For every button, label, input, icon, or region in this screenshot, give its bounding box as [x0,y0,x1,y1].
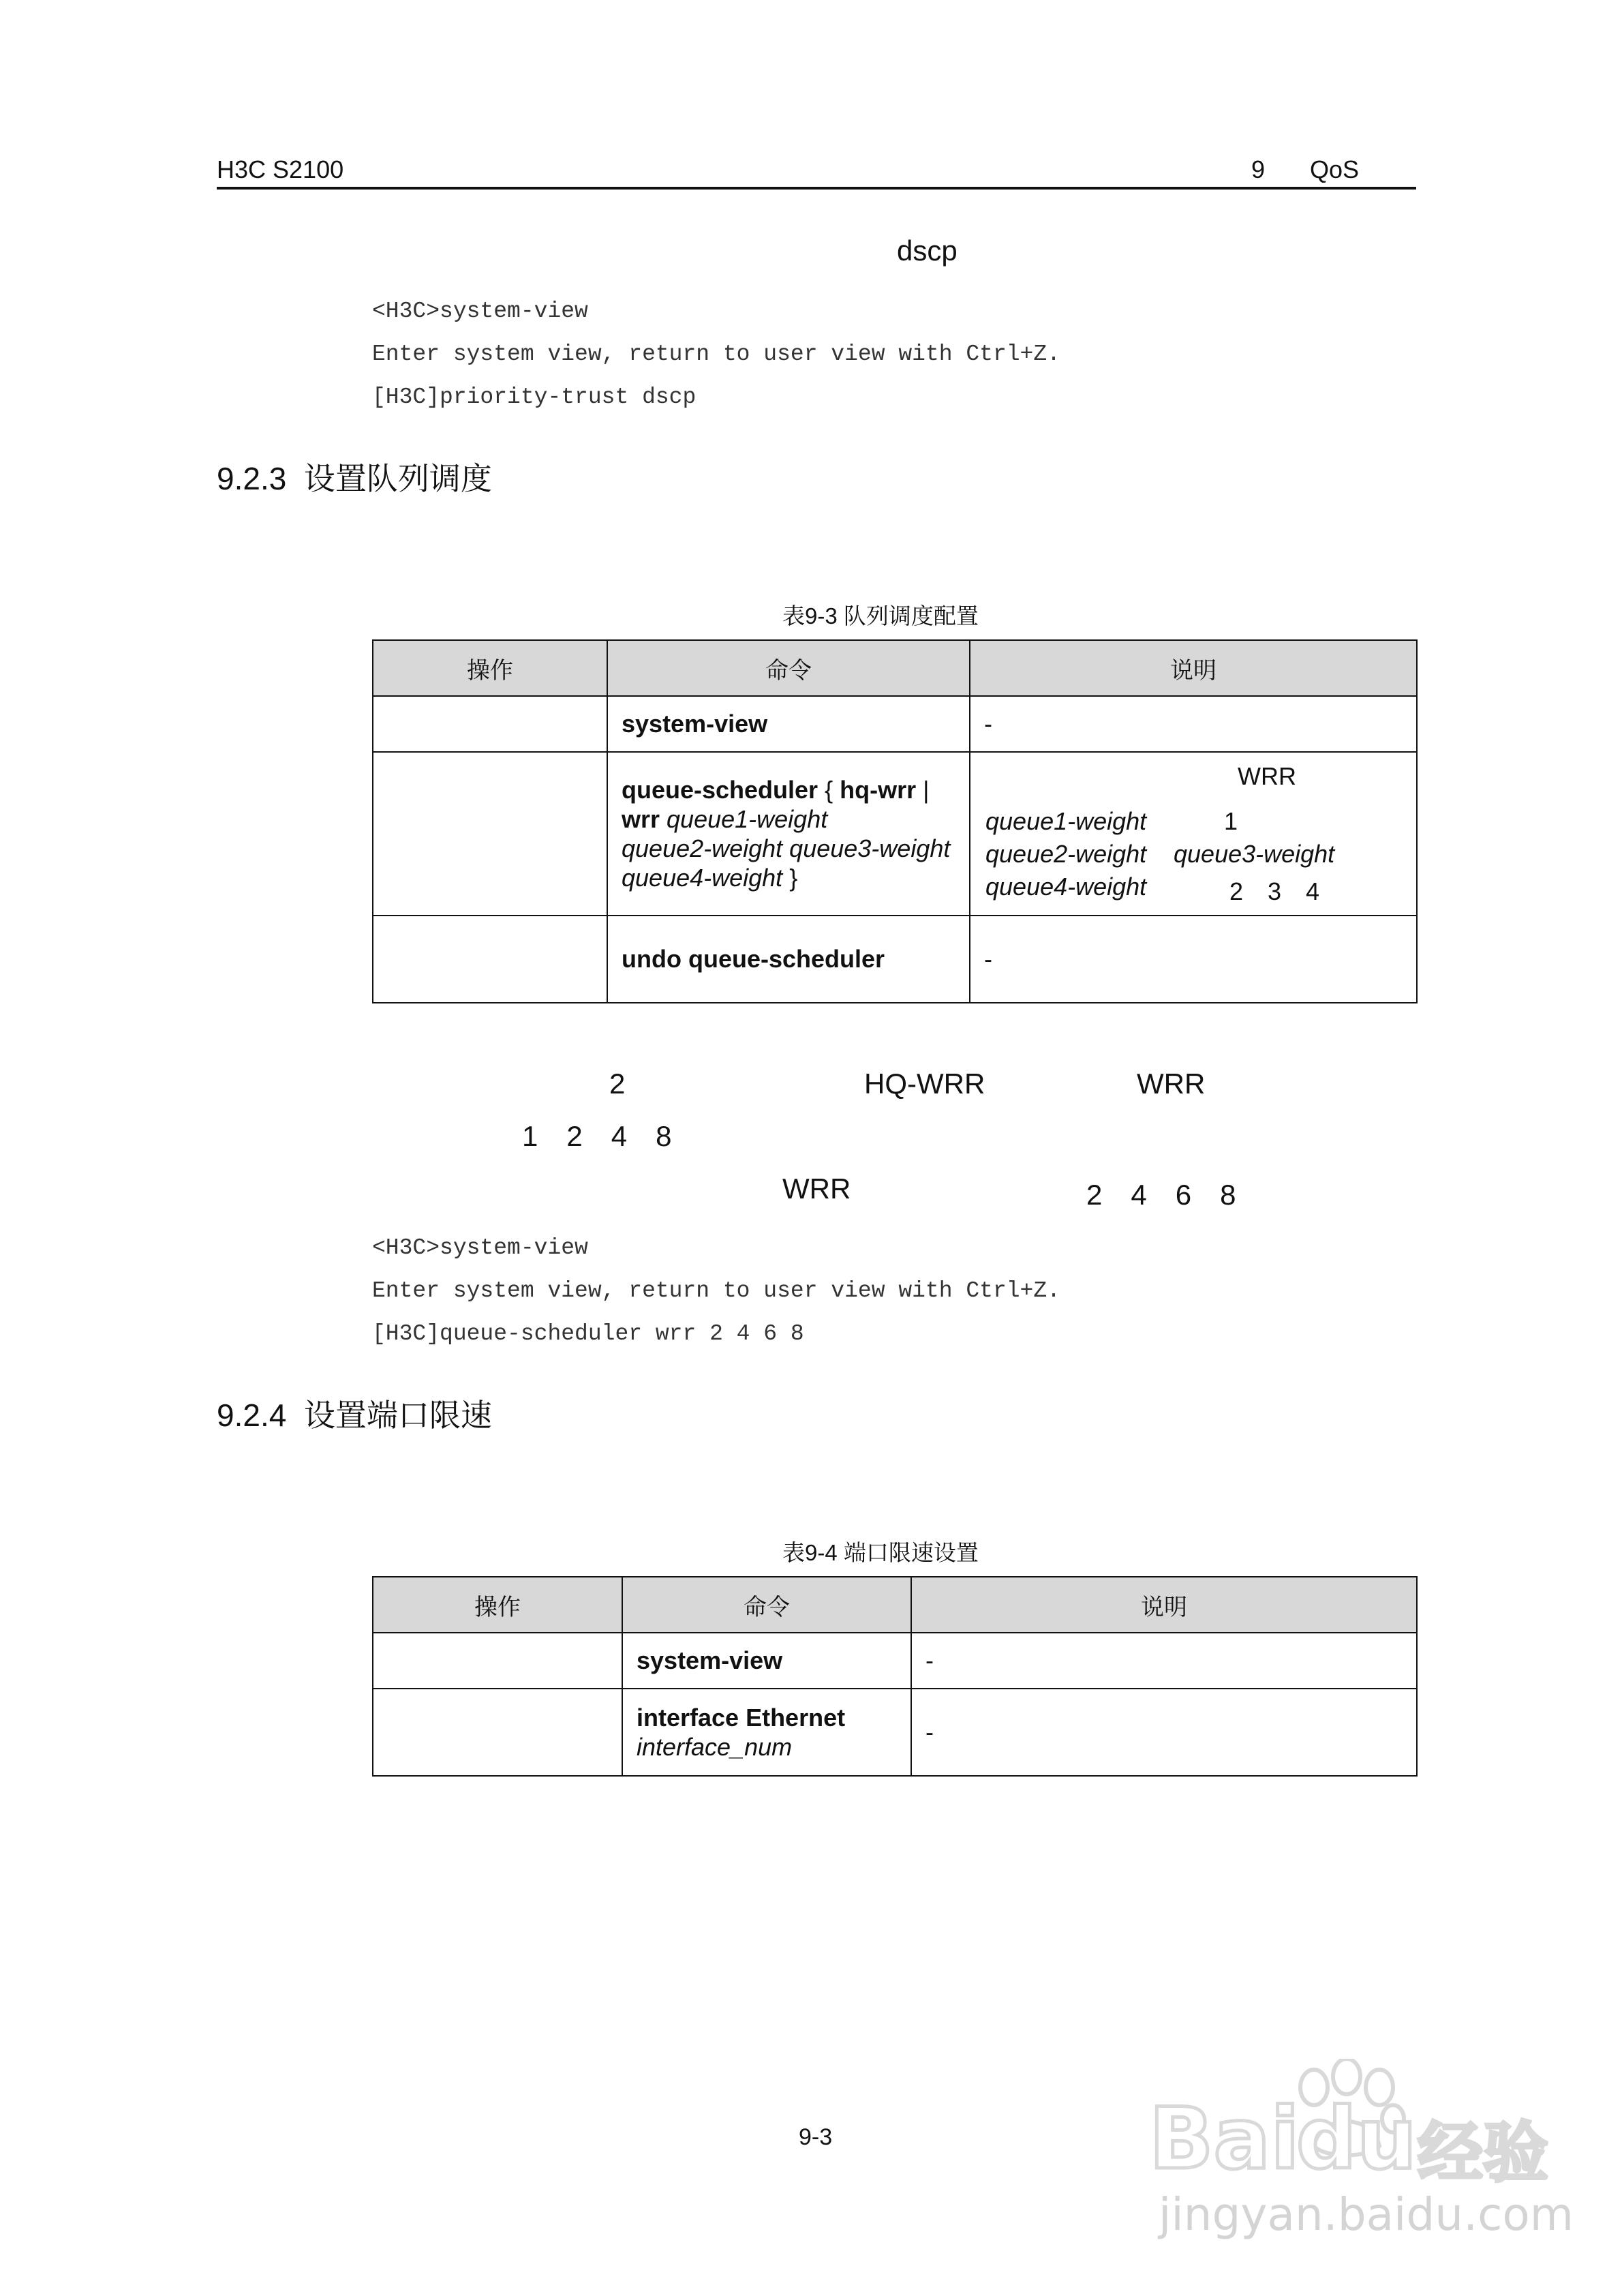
table-cell-description: - [970,916,1417,1003]
table-caption-9-3: 表9-3 队列调度配置 [782,603,979,629]
table-cell-command [607,916,970,1003]
command-system-view: system-view [637,1646,783,1674]
pipe-separator: | [916,776,930,804]
table-header-row [373,640,1417,696]
watermark-brand: Bai [1149,2090,1300,2188]
page-number: 9-3 [799,2124,833,2150]
section-number: 9.2.4 [217,1398,287,1433]
table-cell-command [622,1633,911,1689]
command-interface-ethernet: interface Ethernet [637,1704,846,1732]
desc-queue4-weight: queue4-weight [985,873,1147,901]
table-row [373,1633,1417,1689]
para-wrr: WRR [1137,1068,1206,1100]
watermark-chinese: 经验 [1418,2115,1548,2191]
code-line-3: [H3C]queue-scheduler wrr 2 4 6 8 [372,1321,804,1346]
table-cell-command [607,696,970,752]
brace-open: { [818,776,840,804]
para-wrr-example: WRR [782,1173,851,1205]
code-line-1: <H3C>system-view [372,299,588,324]
table-cell-command [607,752,970,916]
column-header-command: 命令 [622,1577,911,1633]
column-header-description: 说明 [911,1577,1417,1633]
desc-default-2-3-4: 2 3 4 [1229,877,1320,905]
section-title: 设置队列调度 [303,461,492,496]
option-hq-wrr: hq-wrr [840,776,917,804]
brace-close: } [782,864,798,892]
column-header-description: 说明 [970,640,1417,696]
queue-scheduler-table [372,639,1418,1003]
intro-dscp-text: dscp [897,235,958,267]
table-cell-operation [373,1689,622,1776]
table-row [373,752,1417,916]
table-cell-description [970,752,1417,916]
watermark-url: jingyan.baidu.com [1159,2188,1574,2241]
table-cell-command [622,1689,911,1776]
header-rule [217,187,1416,190]
code-line-3: [H3C]priority-trust dscp [372,384,697,410]
table-row [373,696,1417,752]
table-caption-9-4: 表9-4 端口限速设置 [782,1540,979,1565]
table-cell-description: - [970,696,1417,752]
column-header-operation: 操作 [373,640,607,696]
command-system-view: system-view [622,710,768,738]
code-line-1: <H3C>system-view [372,1235,588,1260]
para-new-weights: 2 4 6 8 [1086,1179,1236,1211]
header-chapter-title: QoS [1310,155,1360,183]
table-header-row [373,1577,1417,1633]
para-hq-wrr: HQ-WRR [864,1068,985,1100]
param-interface-num: interface_num [637,1733,793,1761]
table-cell-operation [373,696,607,752]
watermark-brand-2: du [1296,2090,1418,2188]
desc-default-1: 1 [1224,807,1238,835]
desc-wrr: WRR [1238,762,1296,790]
desc-queue2-weight: queue2-weight [985,840,1147,868]
section-heading-9-2-4 [217,1391,492,1436]
command-undo-queue-scheduler: undo queue-scheduler [622,945,885,973]
header-chapter-number: 9 [1251,155,1266,183]
code-line-2: Enter system view, return to user view with Ctrl+Z. [372,1278,1060,1303]
code-line-2: Enter system view, return to user view with Ctrl+Z. [372,342,1060,367]
para-default-weights: 1 2 4 8 [522,1120,672,1152]
para-number-2: 2 [609,1068,626,1100]
desc-queue1-weight: queue1-weight [985,807,1147,835]
command-queue-scheduler: queue-scheduler [622,776,818,804]
table-cell-operation [373,752,607,916]
table-cell-description: - [911,1633,1417,1689]
option-wrr: wrr [622,805,660,833]
param-queue1-weight: queue1-weight [660,805,828,833]
column-header-operation: 操作 [373,1577,622,1633]
table-cell-operation [373,1633,622,1689]
table-cell-description: - [911,1689,1417,1776]
header-product: H3C S2100 [217,155,344,183]
table-row [373,916,1417,1003]
port-rate-limit-table [372,1576,1418,1777]
desc-queue3-weight: queue3-weight [1174,840,1335,868]
table-row [373,1689,1417,1776]
param-queue2-3-weight: queue2-weight queue3-weight [622,834,951,862]
table-cell-operation [373,916,607,1003]
column-header-command: 命令 [607,640,970,696]
section-title: 设置端口限速 [303,1398,492,1433]
section-number: 9.2.3 [217,461,287,496]
section-heading-9-2-3 [217,454,492,499]
param-queue4-weight: queue4-weight [622,864,783,892]
